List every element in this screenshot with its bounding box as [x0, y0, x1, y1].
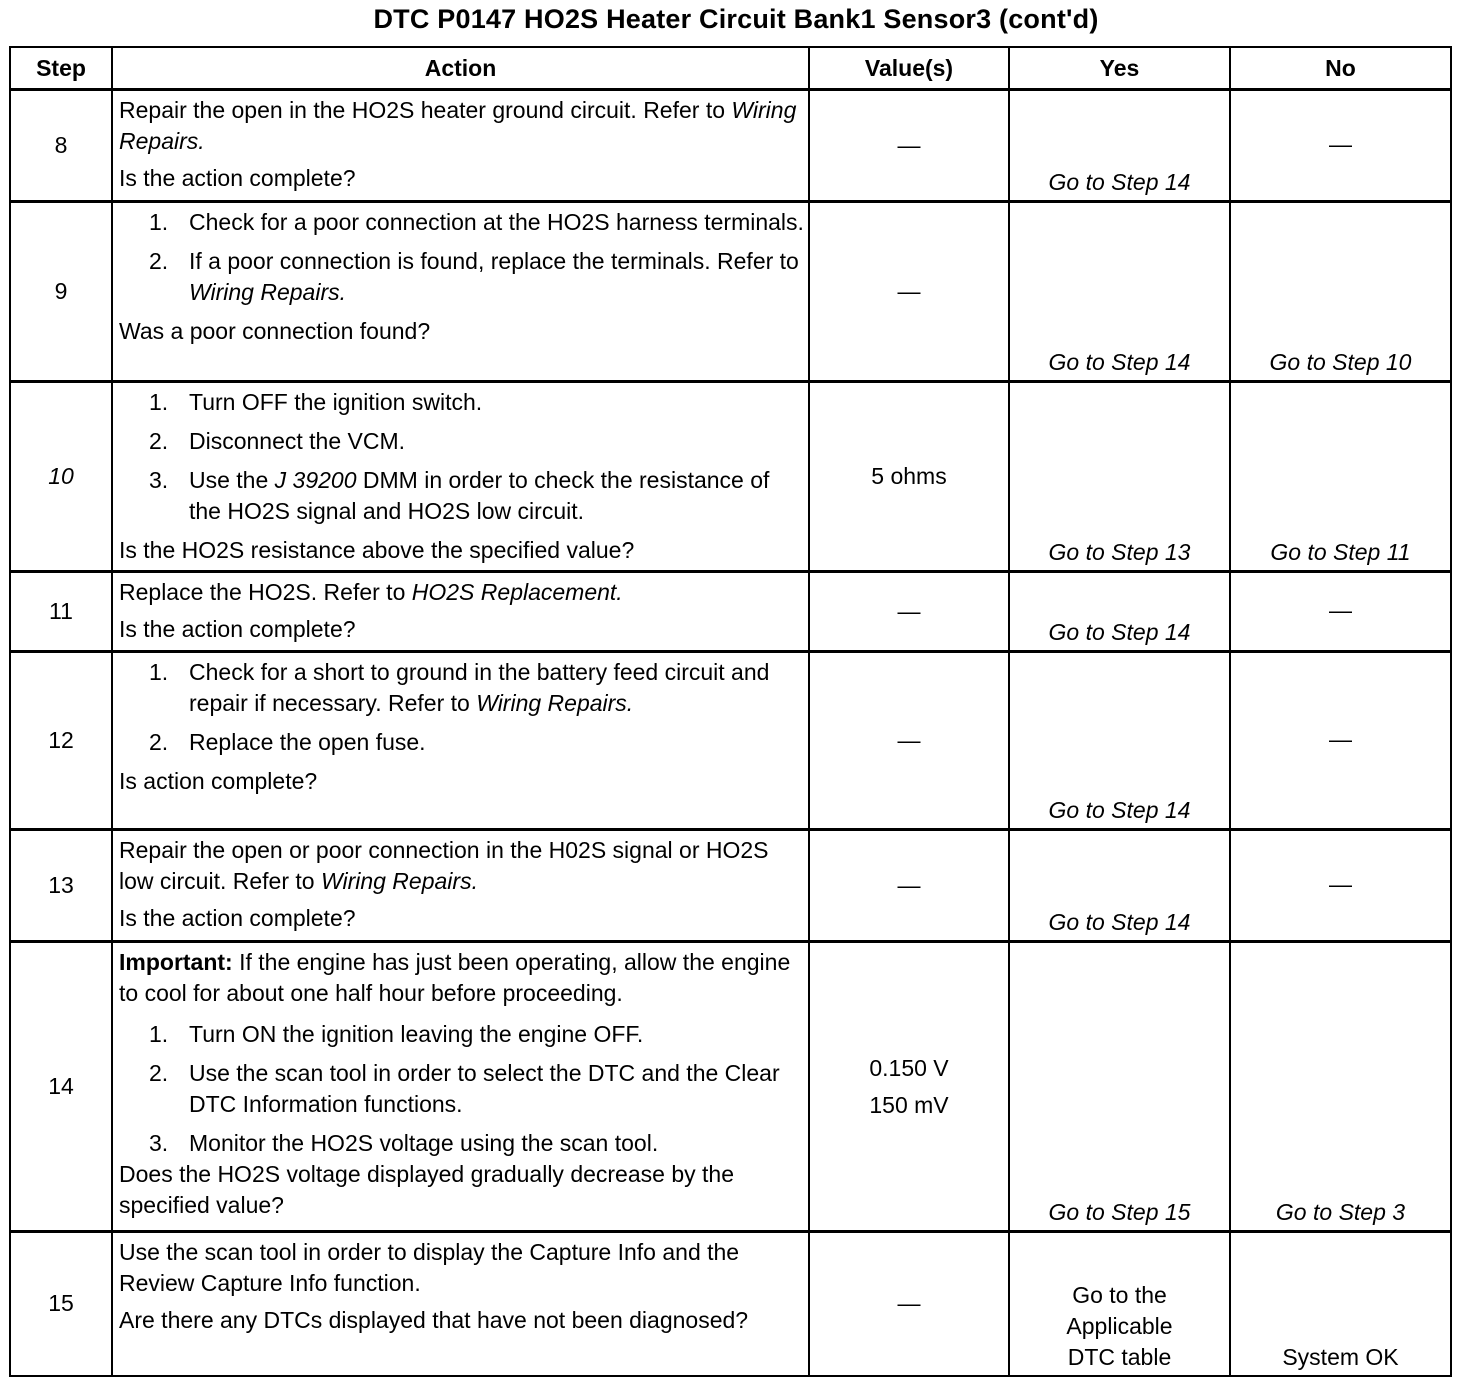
value-cell: — [809, 202, 1009, 382]
no-cell: — [1230, 572, 1451, 652]
reference-link-text: Wiring Repairs. [119, 97, 797, 154]
action-cell [112, 652, 809, 830]
table-row [10, 572, 1451, 652]
action-step-item: 1. Check for a short to ground in the battery feed circuit and repair if necessary. Refer to Wiring Repairs. [149, 659, 770, 716]
yes-line: Go to the [1072, 1281, 1167, 1308]
reference-link-text: Wiring Repairs. [320, 868, 478, 894]
action-steps [119, 207, 804, 308]
action-question: Is the action complete? [119, 905, 356, 931]
step-number: 9 [10, 202, 112, 382]
reference-link-text: Wiring Repairs. [189, 279, 347, 305]
step-number: 12 [10, 652, 112, 830]
action-step-item: 1. Turn OFF the ignition switch. [149, 389, 483, 415]
action-steps [119, 387, 804, 527]
action-step-item: 1. Check for a poor connection at the HO2S harness terminals. [149, 209, 804, 235]
table-row [10, 202, 1451, 382]
yes-cell [1009, 1232, 1230, 1376]
value-cell: — [809, 652, 1009, 830]
action-step-item: 2. Disconnect the VCM. [149, 428, 406, 454]
value-cell: — [809, 90, 1009, 202]
table-row [10, 90, 1451, 202]
header-step: Step [10, 47, 112, 90]
step-number: 8 [10, 90, 112, 202]
no-cell: System OK [1230, 1232, 1451, 1376]
action-cell [112, 382, 809, 572]
table-row [10, 382, 1451, 572]
action-step-item: 2. Replace the open fuse. [149, 729, 426, 755]
tool-reference: J 39200 [274, 467, 357, 493]
action-question: Is the action complete? [119, 616, 356, 642]
yes-cell: Go to Step 14 [1009, 572, 1230, 652]
header-yes: Yes [1009, 47, 1230, 90]
yes-cell: Go to Step 14 [1009, 202, 1230, 382]
page-title: DTC P0147 HO2S Heater Circuit Bank1 Sensor3 (cont'd) [373, 4, 1099, 34]
table-row [10, 652, 1451, 830]
value-cell: — [809, 572, 1009, 652]
value-cell: — [809, 830, 1009, 942]
yes-cell: Go to Step 14 [1009, 90, 1230, 202]
action-question: Is the HO2S resistance above the specified value? [119, 537, 635, 563]
yes-cell: Go to Step 13 [1009, 382, 1230, 572]
action-step-item: 3. Use the J 39200 DMM in order to check the resistance of the HO2S signal and HO2S low circuit. [149, 467, 770, 524]
step-number: 14 [10, 942, 112, 1232]
action-step-item: 2. Use the scan tool in order to select the DTC and the Clear DTC Information functions. [149, 1060, 780, 1117]
action-step-item: 3. Monitor the HO2S voltage using the scan tool. [149, 1130, 659, 1156]
value-cell: 5 ohms [809, 382, 1009, 572]
action-steps [119, 1019, 804, 1159]
table-row [10, 1232, 1451, 1376]
action-cell [112, 572, 809, 652]
no-cell: Go to Step 10 [1230, 202, 1451, 382]
table-row [10, 830, 1451, 942]
action-question: Is the action complete? [119, 165, 356, 191]
yes-line: DTC table [1067, 1343, 1172, 1370]
action-text: Replace the HO2S. Refer to HO2S Replacement. [119, 579, 623, 605]
value-cell [809, 942, 1009, 1232]
yes-cell: Go to Step 14 [1009, 830, 1230, 942]
action-text: Repair the open or poor connection in the H02S signal or HO2S low circuit. Refer to Wiring Repairs. [119, 837, 769, 894]
no-cell: — [1230, 90, 1451, 202]
no-cell: — [1230, 652, 1451, 830]
action-step-item: 2. If a poor connection is found, replace the terminals. Refer to Wiring Repairs. [149, 248, 799, 305]
no-cell: Go to Step 11 [1230, 382, 1451, 572]
diagnostic-table [9, 46, 1452, 1377]
action-question: Does the HO2S voltage displayed gradually decrease by the specified value? [119, 1161, 734, 1218]
action-steps [119, 657, 804, 758]
action-question: Was a poor connection found? [119, 318, 431, 344]
table-row [10, 942, 1451, 1232]
action-cell [112, 942, 809, 1232]
action-cell [112, 90, 809, 202]
action-question: Is action complete? [119, 768, 318, 794]
step-number: 11 [10, 572, 112, 652]
header-action: Action [112, 47, 809, 90]
action-text: Repair the open in the HO2S heater ground circuit. Refer to Wiring Repairs. [119, 97, 797, 154]
action-cell [112, 830, 809, 942]
step-number: 13 [10, 830, 112, 942]
no-cell: — [1230, 830, 1451, 942]
yes-cell: Go to Step 14 [1009, 652, 1230, 830]
header-no: No [1230, 47, 1451, 90]
step-number: 10 [10, 382, 112, 572]
reference-link-text: HO2S Replacement. [411, 579, 623, 605]
header-values: Value(s) [809, 47, 1009, 90]
important-label: Important: [119, 949, 233, 975]
table-header-row [10, 47, 1451, 90]
value-line: 150 mV [869, 1091, 949, 1118]
important-note: Important: If the engine has just been operating, allow the engine to cool for about one half hour before proceeding. [119, 949, 791, 1006]
step-number: 15 [10, 1232, 112, 1376]
value-cell: — [809, 1232, 1009, 1376]
yes-cell: Go to Step 15 [1009, 942, 1230, 1232]
action-text: Use the scan tool in order to display the Capture Info and the Review Capture Info function. [119, 1239, 740, 1296]
action-cell [112, 1232, 809, 1376]
no-cell: Go to Step 3 [1230, 942, 1451, 1232]
action-step-item: 1. Turn ON the ignition leaving the engine OFF. [149, 1021, 644, 1047]
action-cell [112, 202, 809, 382]
reference-link-text: Wiring Repairs. [476, 690, 634, 716]
value-line: 0.150 V [869, 1054, 949, 1081]
yes-line: Applicable [1066, 1312, 1173, 1339]
action-question: Are there any DTCs displayed that have not been diagnosed? [119, 1307, 749, 1333]
